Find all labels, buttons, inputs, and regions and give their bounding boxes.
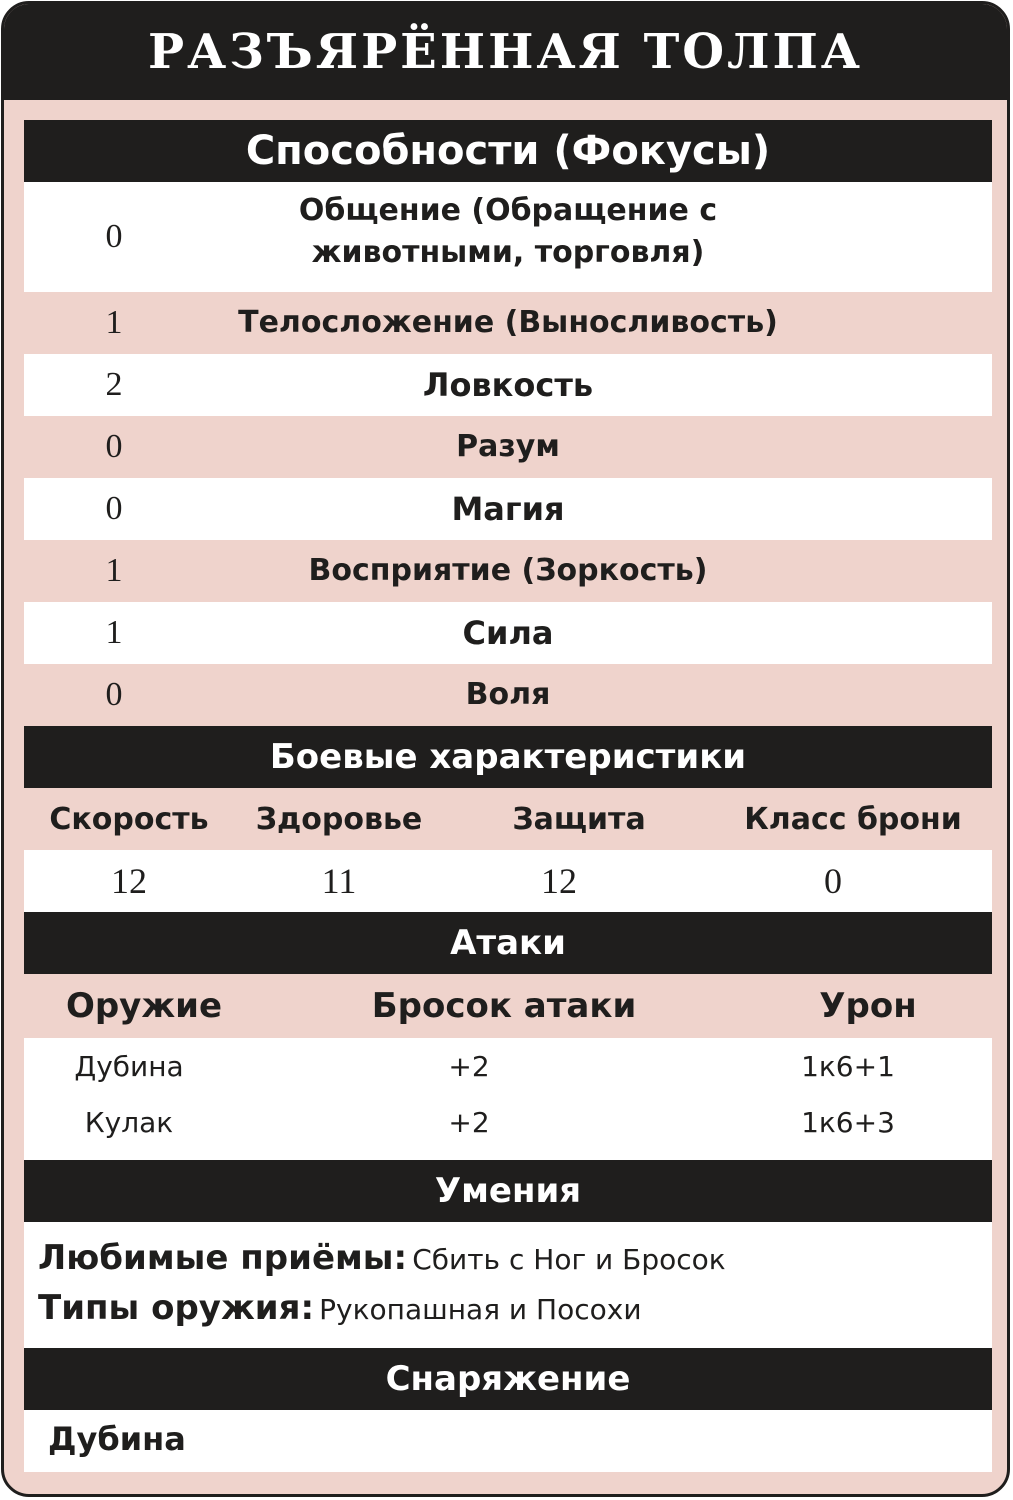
ability-value: 0 bbox=[105, 676, 123, 713]
weapon-types-label: Типы оружия: bbox=[38, 1288, 315, 1328]
ability-value: 2 bbox=[105, 366, 123, 403]
ability-row-willpower bbox=[24, 664, 992, 726]
defense-value: 12 bbox=[541, 861, 577, 901]
ability-row-perception bbox=[24, 540, 992, 602]
ability-name: Восприятие (Зоркость) bbox=[308, 553, 708, 588]
ability-name: Телосложение (Выносливость) bbox=[238, 305, 778, 340]
ability-value: 0 bbox=[105, 218, 123, 255]
weapon-types-value: Рукопашная и Посохи bbox=[319, 1293, 642, 1326]
ability-name: Магия bbox=[451, 489, 565, 528]
ability-value: 0 bbox=[105, 428, 123, 465]
attacks-header: Атаки bbox=[24, 912, 992, 974]
gear-item: Дубина bbox=[48, 1420, 186, 1458]
ability-name: Разум bbox=[456, 429, 560, 464]
combat-header: Боевые характеристики bbox=[24, 726, 992, 788]
ability-row-constitution bbox=[24, 292, 992, 354]
card-title: РАЗЪЯРЁННАЯ ТОЛПА bbox=[4, 4, 1007, 100]
combat-labels-row bbox=[24, 788, 992, 850]
damage-column-header: Урон bbox=[819, 986, 917, 1026]
weapon-types-line bbox=[38, 1288, 642, 1328]
gear-panel bbox=[24, 1410, 992, 1472]
ability-row-intelligence bbox=[24, 416, 992, 478]
favorite-moves-value: Сбить с Ног и Бросок bbox=[412, 1243, 726, 1276]
armor-class-label: Класс брони bbox=[744, 801, 962, 837]
health-label: Здоровье bbox=[255, 801, 423, 837]
combat-values-row bbox=[24, 850, 992, 912]
ability-name bbox=[24, 190, 992, 274]
ability-row-dexterity bbox=[24, 354, 992, 416]
ability-value: 1 bbox=[105, 614, 123, 651]
armor-class-value: 0 bbox=[824, 861, 842, 901]
stat-card bbox=[1, 1, 1010, 1497]
ability-row-magic bbox=[24, 478, 992, 540]
favorite-moves-line bbox=[38, 1238, 726, 1278]
ability-name: Воля bbox=[465, 677, 551, 712]
speed-value: 12 bbox=[111, 861, 147, 901]
abilities-header: Способности (Фокусы) bbox=[24, 120, 992, 182]
ability-name-line2: животными, торговля) bbox=[311, 235, 705, 270]
ability-name: Сила bbox=[462, 613, 554, 652]
weapon-column-header: Оружие bbox=[65, 986, 223, 1026]
ability-name: Ловкость bbox=[422, 365, 594, 404]
ability-value: 1 bbox=[105, 304, 123, 341]
health-value: 11 bbox=[321, 861, 357, 901]
ability-value: 0 bbox=[105, 490, 123, 527]
defense-label: Защита bbox=[512, 801, 646, 837]
attack-roll: +2 bbox=[448, 1049, 490, 1083]
gear-header: Снаряжение bbox=[24, 1348, 992, 1410]
attack-weapon: Кулак bbox=[84, 1105, 174, 1139]
attack-damage: 1к6+3 bbox=[801, 1105, 895, 1139]
skills-header: Умения bbox=[24, 1160, 992, 1222]
ability-name-line1: Общение (Обращение с bbox=[298, 193, 718, 228]
speed-label: Скорость bbox=[49, 801, 209, 837]
attack-weapon: Дубина bbox=[74, 1049, 184, 1083]
ability-value: 1 bbox=[105, 552, 123, 589]
attacks-columns-row bbox=[24, 974, 992, 1038]
ability-row-communication bbox=[24, 182, 992, 292]
attack-row bbox=[24, 1094, 992, 1150]
favorite-moves-label: Любимые приёмы: bbox=[38, 1238, 408, 1278]
attacks-table bbox=[24, 1038, 992, 1160]
ability-row-strength bbox=[24, 602, 992, 664]
attack-damage: 1к6+1 bbox=[801, 1049, 895, 1083]
attack-roll: +2 bbox=[448, 1105, 490, 1139]
attack-roll-column-header: Бросок атаки bbox=[371, 986, 637, 1026]
skills-panel bbox=[24, 1222, 992, 1348]
attack-row bbox=[24, 1038, 992, 1094]
